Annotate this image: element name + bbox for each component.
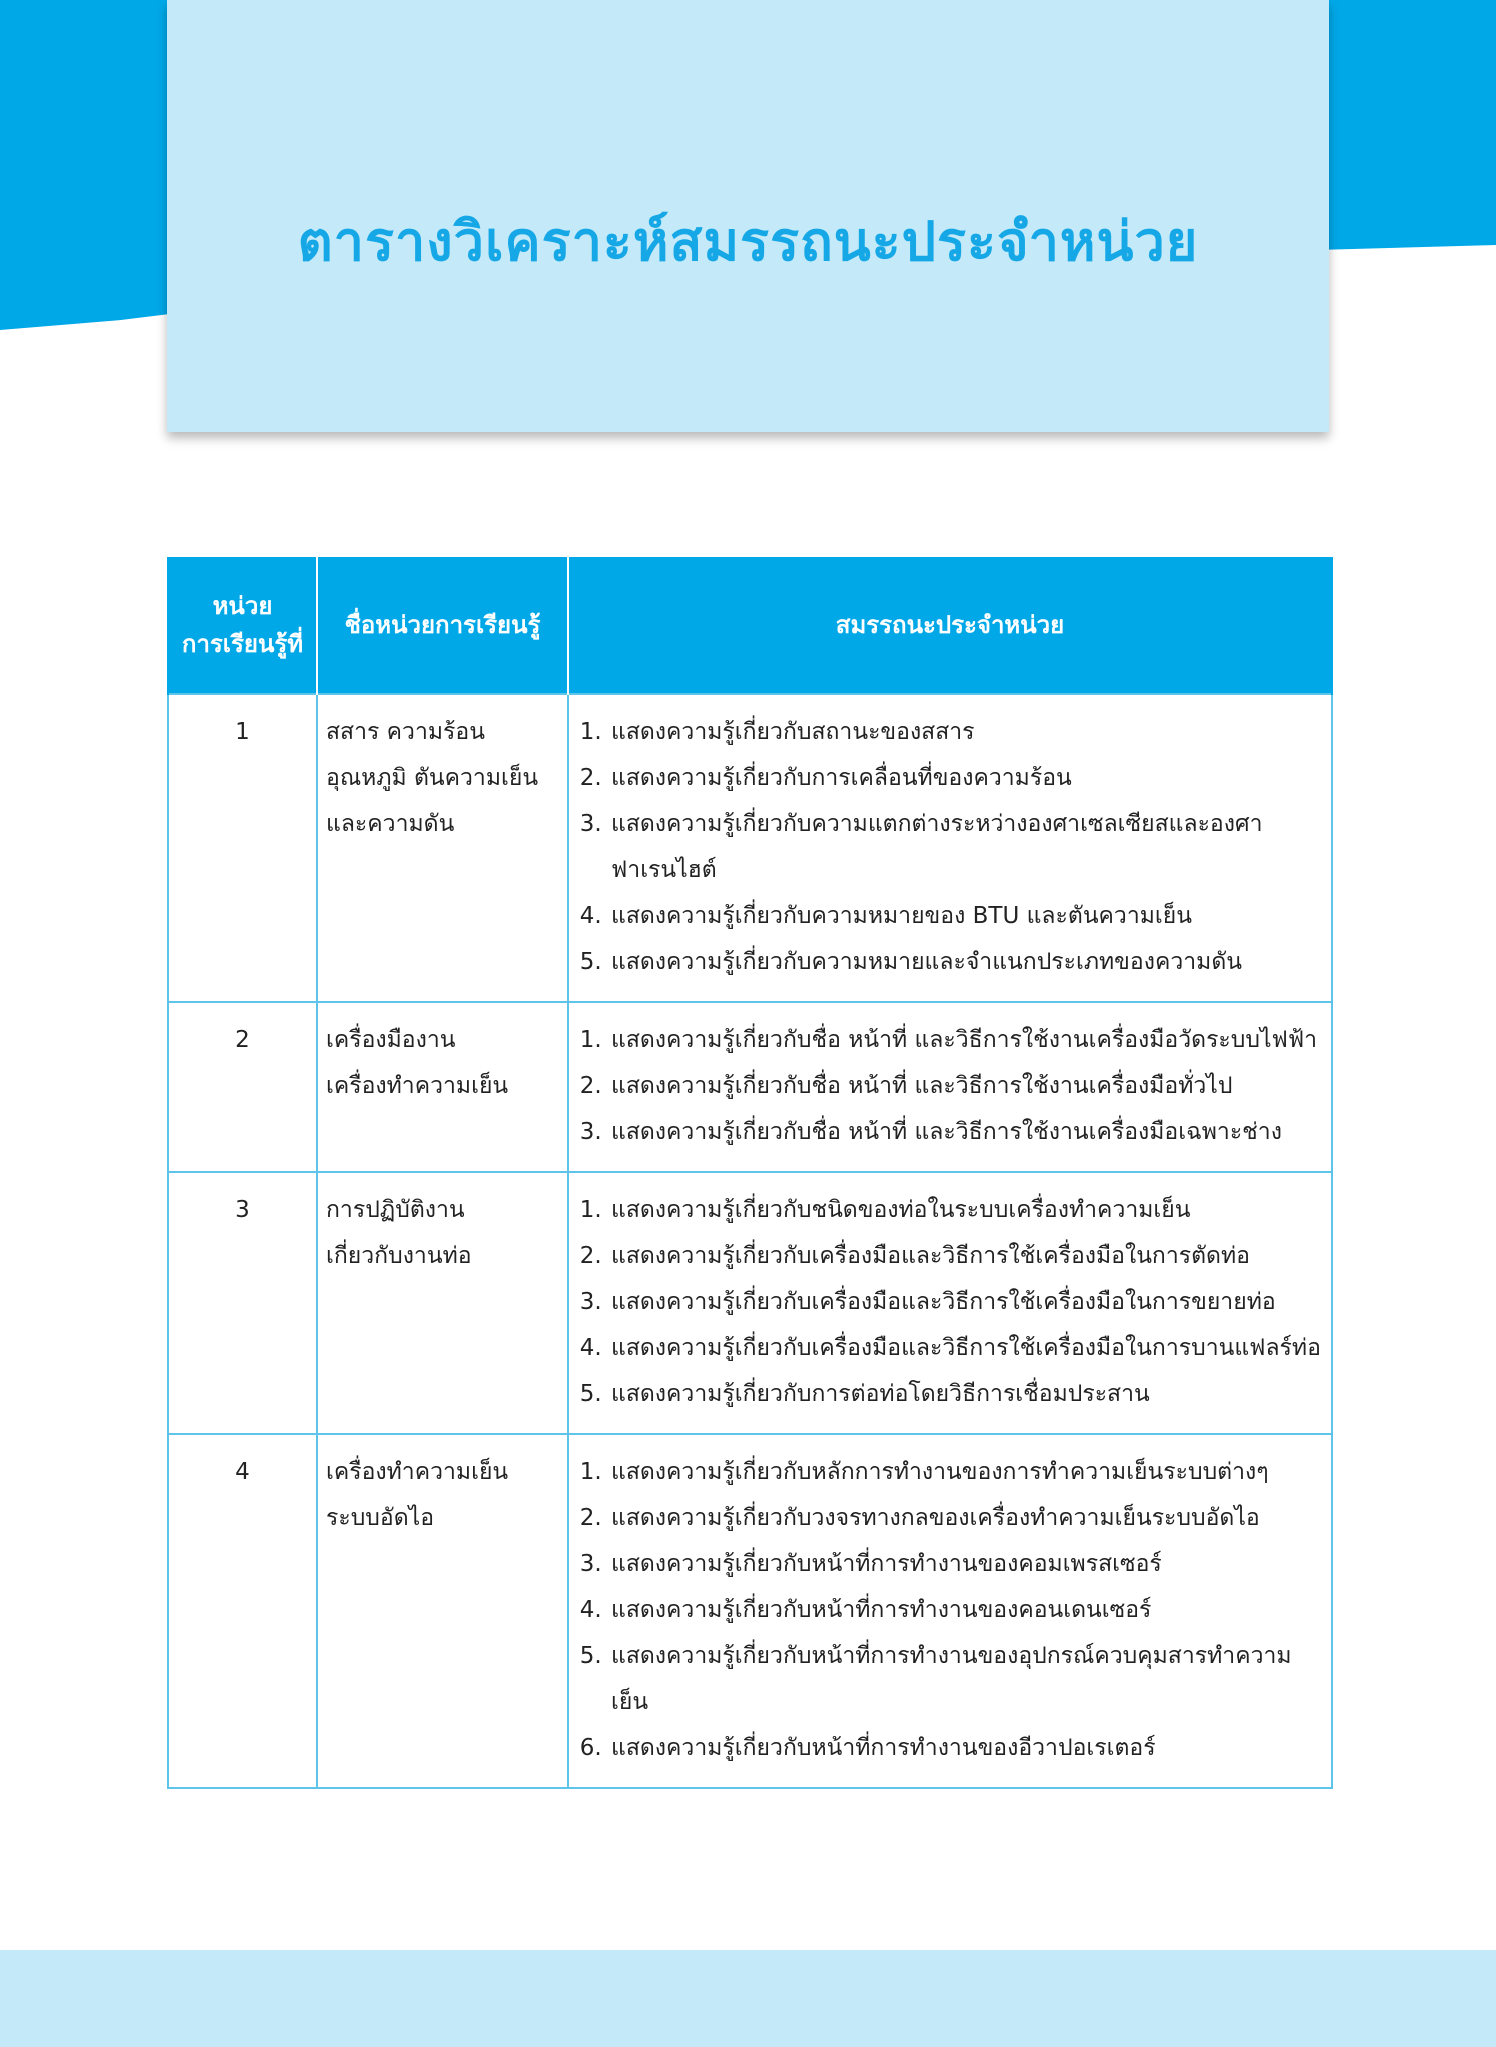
unit-name-line: ระบบอัดไอ (326, 1505, 435, 1531)
table-row (168, 1434, 1332, 1788)
unit-name-line: การปฏิบัติงาน (326, 1197, 465, 1223)
competency-item: 1. แสดงความรู้เกี่ยวกับชื่อ หน้าที่ และวิธีการใช้งานเครื่องมือวัดระบบไฟฟ้า (609, 1017, 1323, 1063)
competency-item: 3. แสดงความรู้เกี่ยวกับหน้าที่การทำงานของคอมเพรสเซอร์ (609, 1541, 1323, 1587)
competency-item: 6. แสดงความรู้เกี่ยวกับหน้าที่การทำงานของอีวาปอเรเตอร์ (609, 1725, 1323, 1771)
competency-item: 3. แสดงความรู้เกี่ยวกับเครื่องมือและวิธีการใช้เครื่องมือในการขยายท่อ (609, 1279, 1323, 1325)
unit-number: 4 (168, 1434, 317, 1788)
table-row (168, 1002, 1332, 1172)
competency-list (577, 709, 1323, 985)
unit-name-line: อุณหภูมิ ตันความเย็น (326, 765, 539, 791)
competency-list (577, 1187, 1323, 1417)
header-competency: สมรรถนะประจำหน่วย (568, 557, 1332, 694)
unit-competencies (568, 1172, 1332, 1434)
footer-band (0, 1950, 1496, 2047)
competency-item: 4. แสดงความรู้เกี่ยวกับหน้าที่การทำงานของคอนเดนเซอร์ (609, 1587, 1323, 1633)
header-unit-number (168, 557, 317, 694)
unit-number: 1 (168, 694, 317, 1002)
competency-item: 5. แสดงความรู้เกี่ยวกับการต่อท่อโดยวิธีการเชื่อมประสาน (609, 1371, 1323, 1417)
title-banner (167, 0, 1329, 432)
page-title: ตารางวิเคราะห์สมรรถนะประจำหน่วย (297, 210, 1199, 273)
unit-name-line: สสาร ความร้อน (326, 719, 485, 745)
competency-item: 3. แสดงความรู้เกี่ยวกับชื่อ หน้าที่ และวิธีการใช้งานเครื่องมือเฉพาะช่าง (609, 1109, 1323, 1155)
unit-name (317, 1172, 568, 1434)
competency-table (167, 557, 1333, 1789)
header-unit-line1: หน่วย (212, 591, 273, 620)
competency-item: 3. แสดงความรู้เกี่ยวกับความแตกต่างระหว่างองศาเซลเซียสและองศาฟาเรนไฮต์ (609, 801, 1323, 893)
unit-number: 2 (168, 1002, 317, 1172)
competency-item: 2. แสดงความรู้เกี่ยวกับเครื่องมือและวิธีการใช้เครื่องมือในการตัดท่อ (609, 1233, 1323, 1279)
table-row (168, 1172, 1332, 1434)
header-wave-right (1316, 0, 1496, 250)
competency-item: 5. แสดงความรู้เกี่ยวกับความหมายและจำแนกประเภทของความดัน (609, 939, 1323, 985)
unit-competencies (568, 694, 1332, 1002)
unit-name-line: เครื่องทำความเย็น (326, 1073, 509, 1099)
unit-name-line: เกี่ยวกับงานท่อ (326, 1243, 472, 1269)
competency-item: 1. แสดงความรู้เกี่ยวกับชนิดของท่อในระบบเครื่องทำความเย็น (609, 1187, 1323, 1233)
header-unit-name: ชื่อหน่วยการเรียนรู้ (317, 557, 568, 694)
unit-number: 3 (168, 1172, 317, 1434)
competency-item: 1. แสดงความรู้เกี่ยวกับสถานะของสสาร (609, 709, 1323, 755)
competency-item: 2. แสดงความรู้เกี่ยวกับการเคลื่อนที่ของความร้อน (609, 755, 1323, 801)
unit-competencies (568, 1434, 1332, 1788)
unit-name (317, 1434, 568, 1788)
unit-name (317, 1002, 568, 1172)
unit-name-line: และความดัน (326, 811, 455, 837)
competency-item: 1. แสดงความรู้เกี่ยวกับหลักการทำงานของการทำความเย็นระบบต่างๆ (609, 1449, 1323, 1495)
competency-item: 2. แสดงความรู้เกี่ยวกับชื่อ หน้าที่ และวิธีการใช้งานเครื่องมือทั่วไป (609, 1063, 1323, 1109)
header-unit-line2: การเรียนรู้ที่ (181, 630, 304, 658)
competency-item: 4. แสดงความรู้เกี่ยวกับเครื่องมือและวิธีการใช้เครื่องมือในการบานแฟลร์ท่อ (609, 1325, 1323, 1371)
unit-competencies (568, 1002, 1332, 1172)
unit-name-line: เครื่องทำความเย็น (326, 1459, 509, 1485)
competency-item: 5. แสดงความรู้เกี่ยวกับหน้าที่การทำงานของอุปกรณ์ควบคุมสารทำความเย็น (609, 1633, 1323, 1725)
table-body (168, 694, 1332, 1788)
competency-list (577, 1449, 1323, 1771)
table-header-row (168, 557, 1332, 694)
competency-item: 4. แสดงความรู้เกี่ยวกับความหมายของ BTU และตันความเย็น (609, 893, 1323, 939)
table-row (168, 694, 1332, 1002)
competency-item: 2. แสดงความรู้เกี่ยวกับวงจรทางกลของเครื่องทำความเย็นระบบอัดไอ (609, 1495, 1323, 1541)
unit-name (317, 694, 568, 1002)
unit-name-line: เครื่องมืองาน (326, 1027, 456, 1053)
competency-list (577, 1017, 1323, 1155)
